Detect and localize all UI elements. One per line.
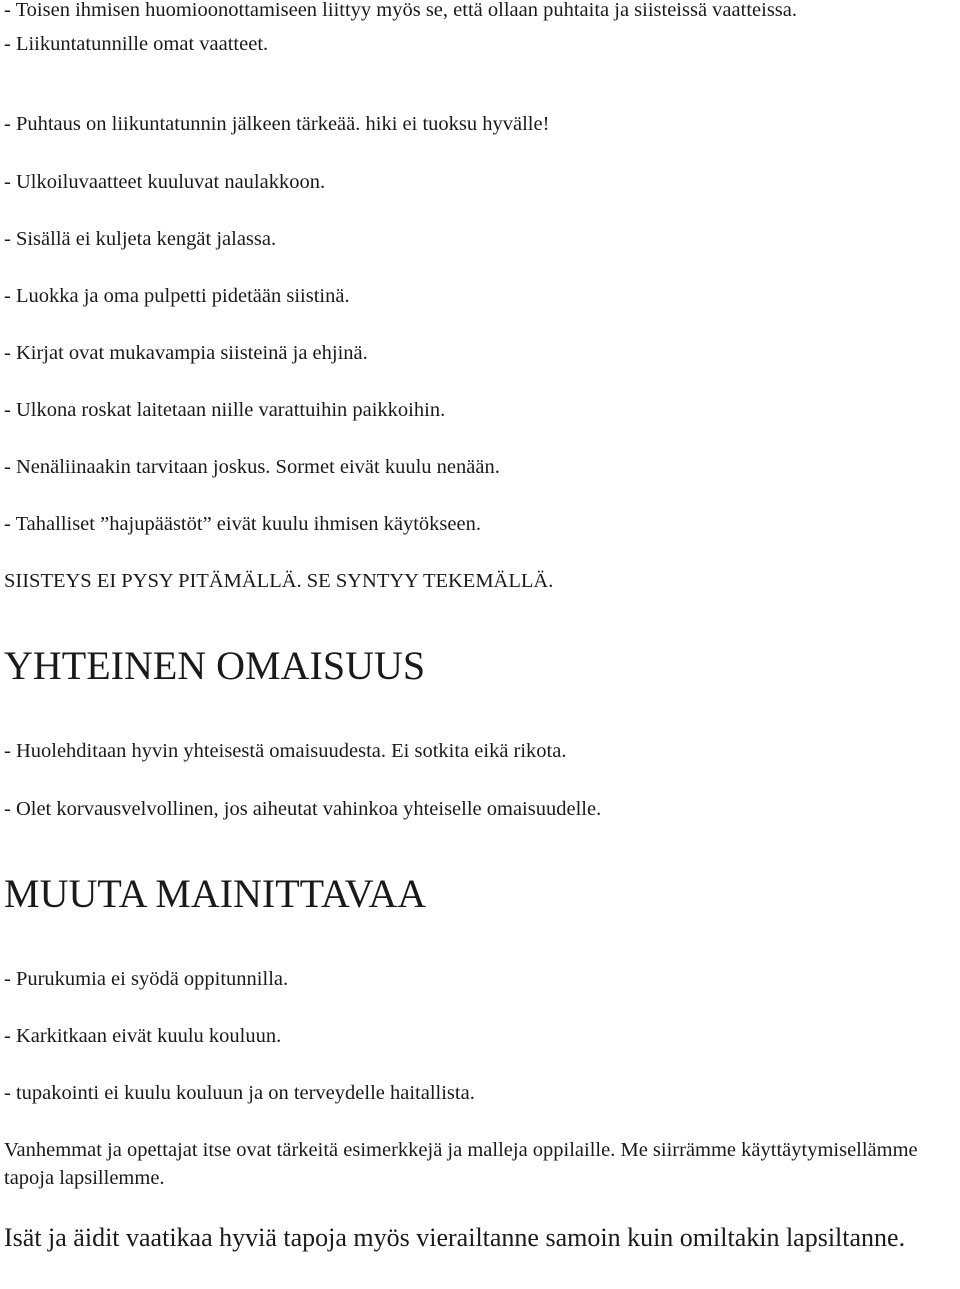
rule-line: - Tahalliset ”hajupäästöt” eivät kuulu ihmisen käytökseen. bbox=[4, 513, 481, 535]
section-heading-other: MUUTA MAINITTAVAA bbox=[4, 871, 427, 916]
rule-line: - Toisen ihmisen huomioonottamiseen liittyy myös se, että ollaan puhtaita ja siisteissä vaatteissa. bbox=[4, 0, 797, 21]
parents-paragraph: Vanhemmat ja opettajat itse ovat tärkeitä esimerkkejä ja malleja oppilaille. Me siirrämme käyttäytymisellämme tapoja lapsillemme. bbox=[4, 1139, 918, 1189]
rule-line: - Puhtaus on liikuntatunnin jälkeen tärkeää. hiki ei tuoksu hyvälle! bbox=[4, 113, 550, 135]
slogan-line: SIISTEYS EI PYSY PITÄMÄLLÄ. SE SYNTYY TEKEMÄLLÄ. bbox=[4, 570, 554, 592]
rule-line: - Nenäliinaakin tarvitaan joskus. Sormet eivät kuulu nenään. bbox=[4, 456, 500, 478]
rule-line: - Luokka ja oma pulpetti pidetään siistinä. bbox=[4, 285, 350, 307]
rule-line: - Ulkoiluvaatteet kuuluvat naulakkoon. bbox=[4, 171, 326, 193]
rule-line: - Huolehditaan hyvin yhteisestä omaisuudesta. Ei sotkita eikä rikota. bbox=[4, 740, 567, 762]
rule-line: - Karkitkaan eivät kuulu kouluun. bbox=[4, 1025, 282, 1047]
rule-line: - tupakointi ei kuulu kouluun ja on terveydelle haitallista. bbox=[4, 1082, 475, 1104]
rule-line: - Olet korvausvelvollinen, jos aiheutat vahinkoa yhteiselle omaisuudelle. bbox=[4, 798, 602, 820]
rule-line: - Liikuntatunnille omat vaatteet. bbox=[4, 33, 269, 55]
rule-line: - Sisällä ei kuljeta kengät jalassa. bbox=[4, 228, 277, 250]
section-heading-shared-property: YHTEINEN OMAISUUS bbox=[4, 643, 426, 688]
rule-line: - Kirjat ovat mukavampia siisteinä ja ehjinä. bbox=[4, 342, 368, 364]
rule-line: - Purukumia ei syödä oppitunnilla. bbox=[4, 968, 289, 990]
rule-line: - Ulkona roskat laitetaan niille varattuihin paikkoihin. bbox=[4, 399, 446, 421]
closing-paragraph: Isät ja äidit vaatikaa hyviä tapoja myös vierailtanne samoin kuin omiltakin lapsiltanne. bbox=[4, 1223, 906, 1252]
